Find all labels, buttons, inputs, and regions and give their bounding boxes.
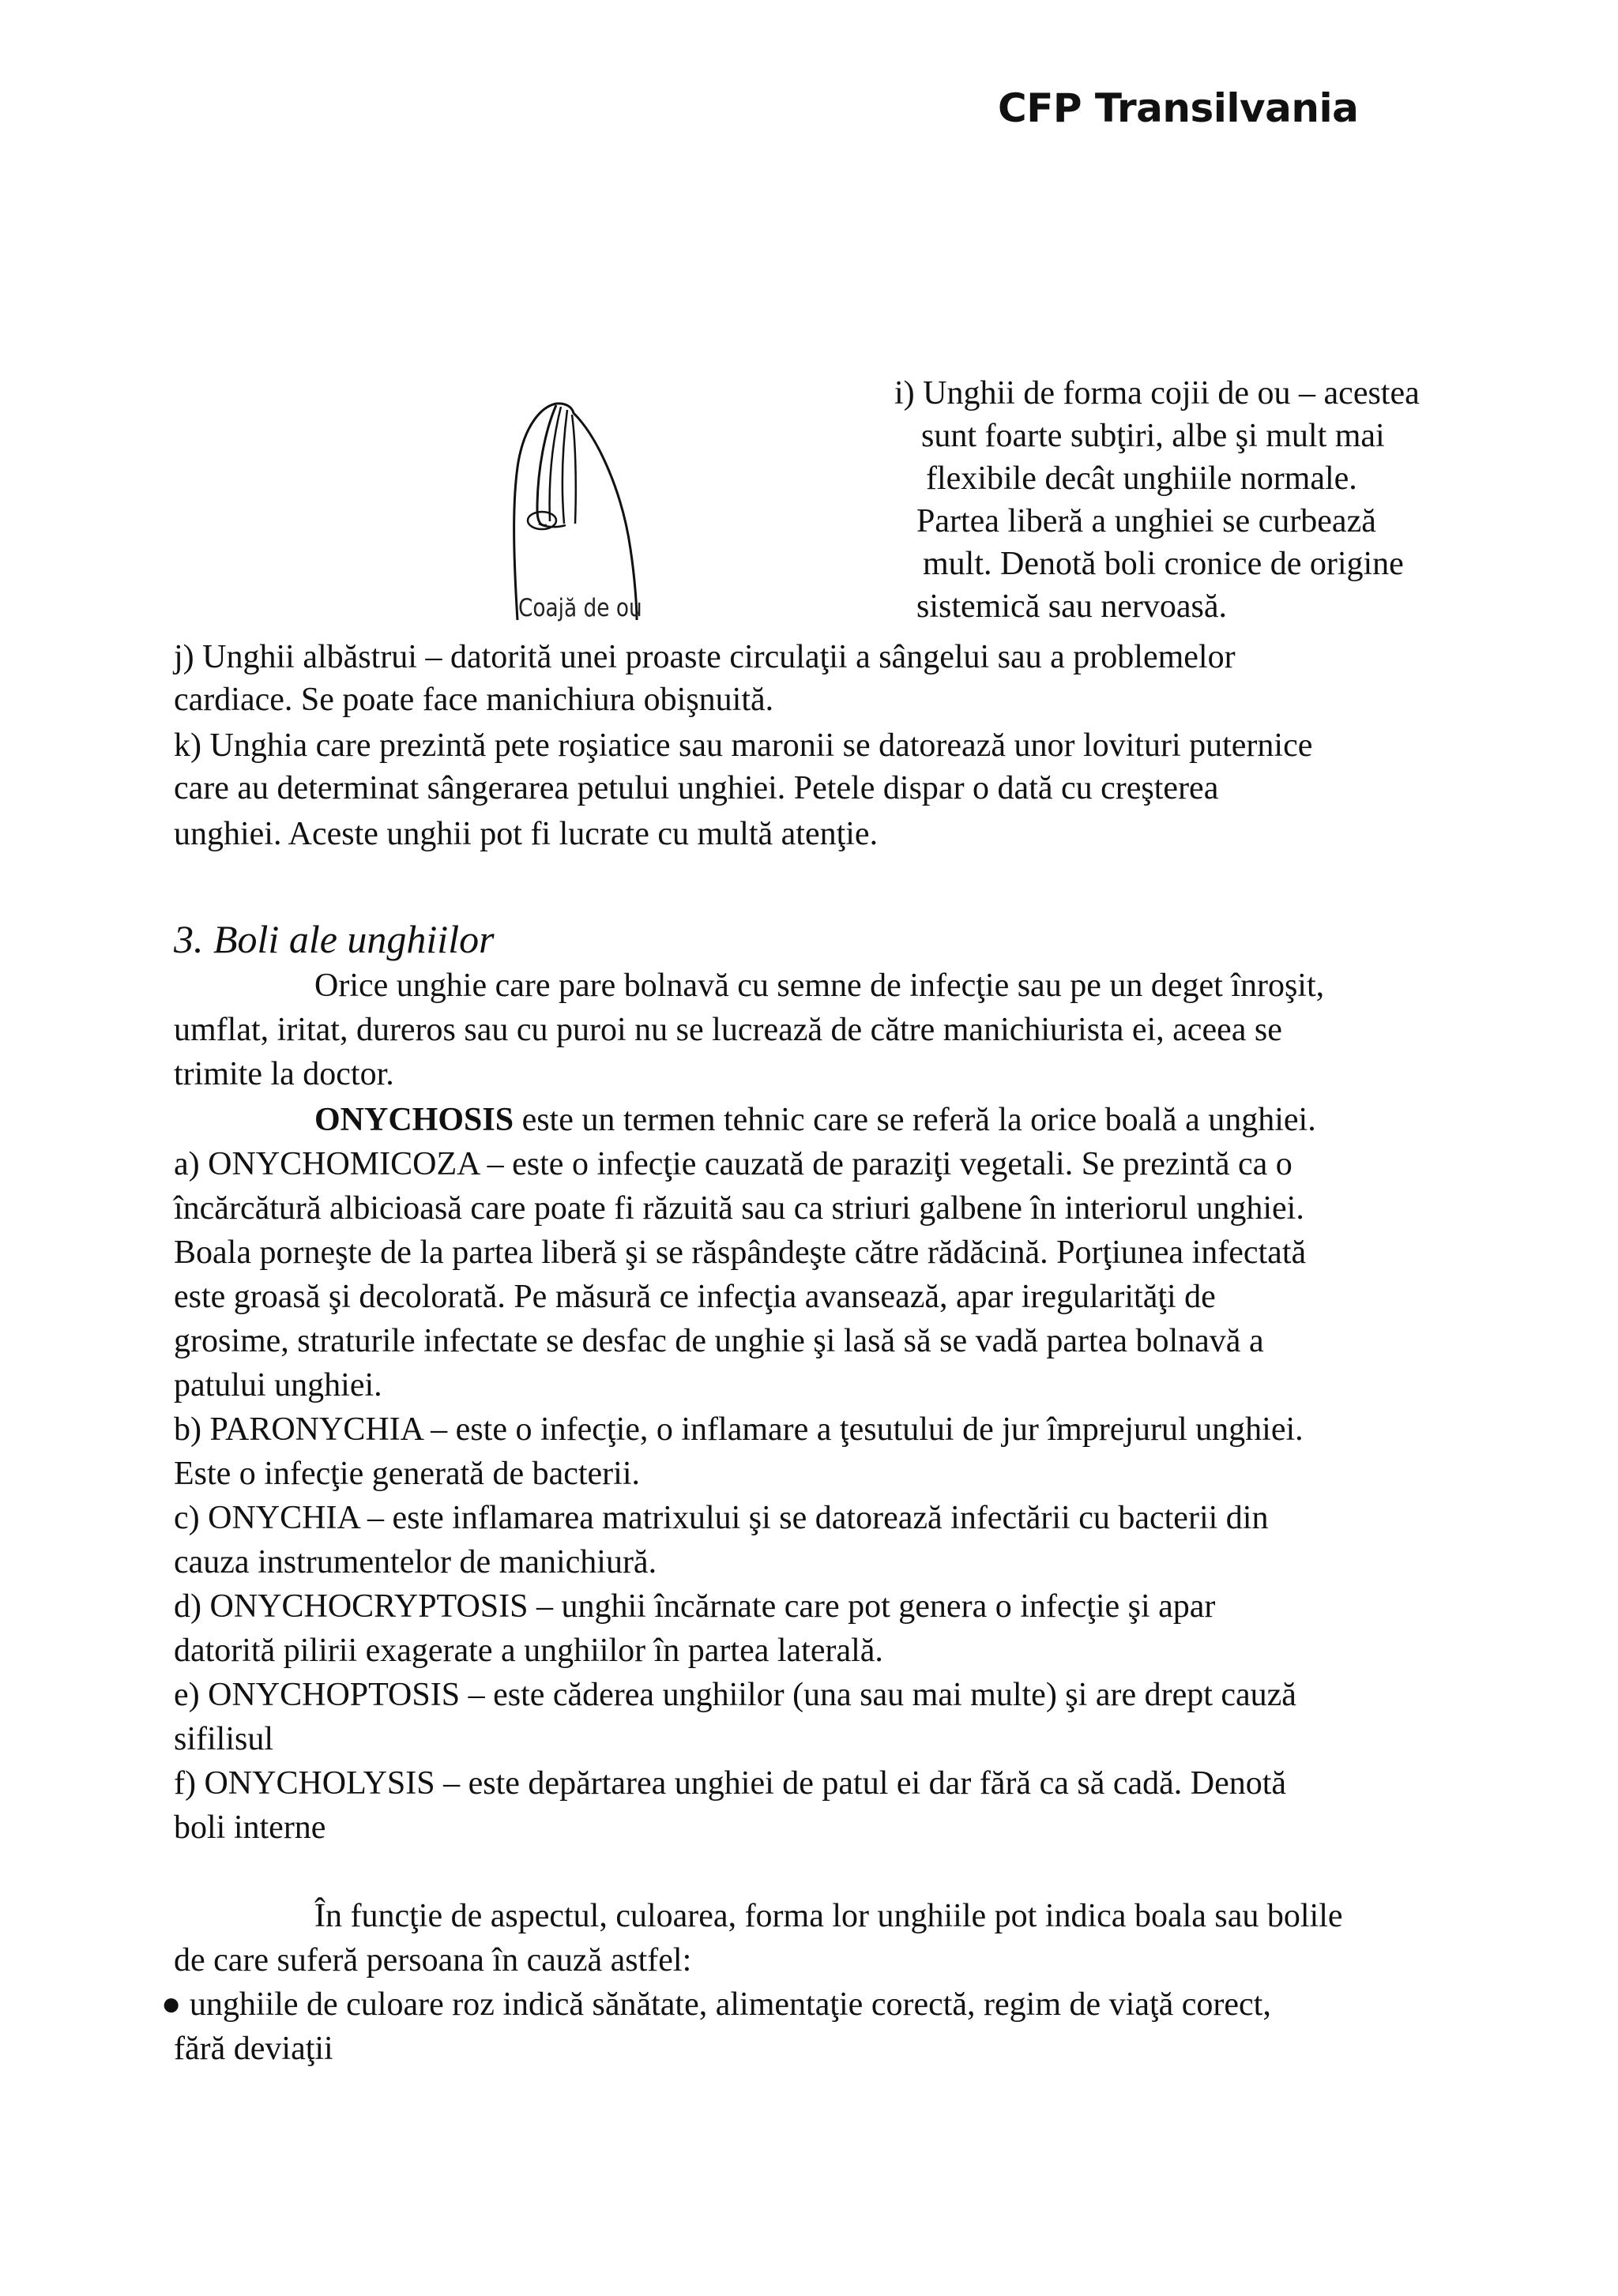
list-line: Este o infecţie generată de bacterii.	[174, 1456, 641, 1492]
list-line: b) PARONYCHIA – este o infecţie, o inflamare a ţesutului de jur împrejurul unghiei.	[174, 1411, 1304, 1448]
section-heading: 3. Boli ale unghiilor	[174, 917, 495, 961]
figure-caption: Coajă de ou	[518, 594, 642, 622]
list-line: d) ONYCHOCRYPTOSIS – unghii încărnate care pot genera o infecţie şi apar	[174, 1588, 1216, 1625]
list-line: sifilisul	[174, 1721, 274, 1757]
text-line: care au determinat sângerarea petului unghiei. Petele dispar o dată cu creşterea	[174, 770, 1219, 806]
text-line: i) Unghii de forma cojii de ou – acestea	[894, 375, 1420, 411]
list-line: este groasă şi decolorată. Pe măsură ce infecţia avansează, apar iregularităţi de	[174, 1279, 1216, 1315]
list-line: f) ONYCHOLYSIS – este depărtarea unghiei de patul ei dar fără ca să cadă. Denotă	[174, 1765, 1287, 1802]
list-line: datorită pilirii exagerate a unghiilor în partea laterală.	[174, 1633, 883, 1669]
list-line: cauza instrumentelor de manichiură.	[174, 1544, 657, 1580]
text-line: sunt foarte subţiri, albe şi mult mai	[921, 418, 1385, 454]
text-line: Orice unghie care pare bolnavă cu semne de infecţie sau pe un deget înroşit,	[314, 968, 1325, 1004]
bullet-line: ● unghiile de culoare roz indică sănătate, alimentaţie corectă, regim de viaţă corect,	[161, 1986, 1271, 2023]
text-line: fără deviaţii	[174, 2031, 333, 2067]
text-line: flexibile decât unghiile normale.	[926, 460, 1357, 497]
list-line: c) ONYCHIA – este inflamarea matrixului şi se datorează infectării cu bacterii din	[174, 1500, 1269, 1536]
text-line: În funcţie de aspectul, culoarea, forma lor unghiile pot indica boala sau bolile	[314, 1898, 1343, 1934]
brand-header: CFP Transilvania	[998, 85, 1359, 131]
text-line: cardiace. Se poate face manichiura obişnuită.	[174, 682, 774, 718]
list-line: încărcătură albicioasă care poate fi răzuită sau ca striuri galbene în interiorul unghiei.	[174, 1190, 1304, 1227]
text-line: unghiei. Aceste unghii pot fi lucrate cu multă atenţie.	[174, 816, 879, 852]
list-line: a) ONYCHOMICOZA – este o infecţie cauzată de paraziţi vegetali. Se prezintă ca o	[174, 1146, 1293, 1182]
text-line: k) Unghia care prezintă pete roşiatice sau maronii se datorează unor lovituri puternice	[174, 727, 1313, 764]
list-line: boli interne	[174, 1809, 326, 1846]
text-line: mult. Denotă boli cronice de origine	[923, 546, 1404, 582]
onychosis-term: ONYCHOSIS	[314, 1102, 514, 1138]
text-line: trimite la doctor.	[174, 1056, 394, 1092]
text-line: umflat, iritat, dureros sau cu puroi nu se lucrează de către manichiurista ei, aceea se	[174, 1012, 1282, 1048]
list-line: e) ONYCHOPTOSIS – este căderea unghiilor (una sau mai multe) şi are drept cauză	[174, 1677, 1296, 1713]
list-line: patului unghiei.	[174, 1367, 382, 1404]
text-line: Partea liberă a unghiei se curbează	[916, 503, 1376, 539]
onychosis-line	[314, 1098, 1316, 1142]
text-line: de care suferă persoana în cauză astfel:	[174, 1942, 692, 1978]
onychosis-definition: este un termen tehnic care se referă la orice boală a unghiei.	[514, 1102, 1316, 1138]
list-line: Boala porneşte de la partea liberă şi se răspândeşte către rădăcină. Porţiunea infectată	[174, 1234, 1307, 1271]
text-line: j) Unghii albăstrui – datorită unei proaste circulaţii a sângelui sau a problemelor	[174, 639, 1236, 675]
list-line: grosime, straturile infectate se desfac de unghie şi lasă să se vadă partea bolnavă a	[174, 1323, 1264, 1359]
text-line: sistemică sau nervoasă.	[916, 588, 1228, 625]
